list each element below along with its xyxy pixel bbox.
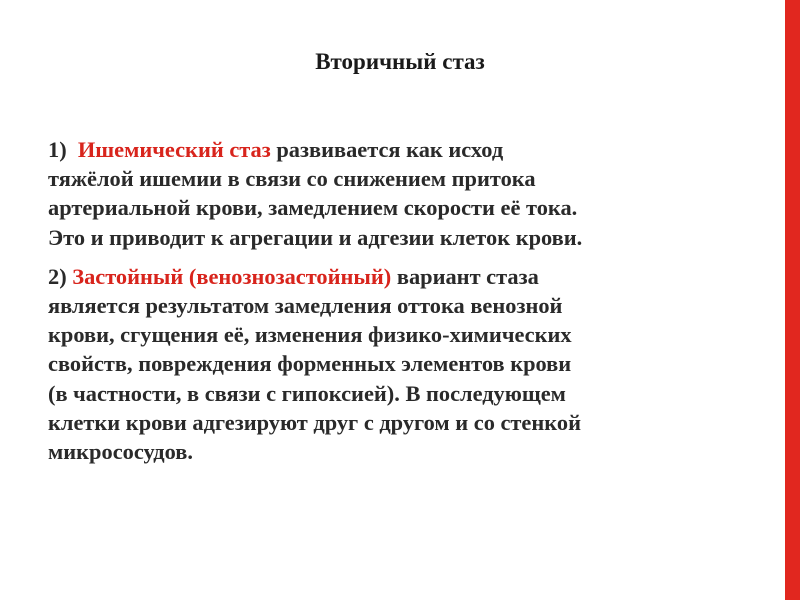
paragraph-2-line-2: является результатом замедления оттока венозной bbox=[48, 293, 563, 319]
paragraph-1-highlight: Ишемический стаз bbox=[77, 137, 271, 162]
paragraph-2-line-6: клетки крови адгезируют друг с другом и со стенкой bbox=[48, 409, 581, 435]
slide-title: Вторичный стаз bbox=[315, 49, 485, 74]
paragraph-2-number: 2) bbox=[48, 263, 67, 289]
paragraph-2-line-3: крови, сгущения её, изменения физико‑химических bbox=[48, 322, 572, 348]
paragraph-1-line-4: Это и приводит к агрегации и адгезии клеток крови. bbox=[48, 224, 583, 250]
paragraph-2 bbox=[48, 262, 748, 466]
paragraph-2-line-5: (в частности, в связи с гипоксией). В последующем bbox=[48, 380, 566, 406]
paragraph-1-number: 1) bbox=[48, 137, 67, 162]
paragraph-2-line-4: свойств, повреждения форменных элементов крови bbox=[48, 351, 572, 377]
paragraph-1-line-2: тяжёлой ишемии в связи со снижением притока bbox=[48, 166, 536, 192]
paragraph-1-line-3: артериальной крови, замедлением скорости её тока. bbox=[48, 195, 578, 221]
paragraph-2-line-7: микрососудов. bbox=[48, 439, 193, 465]
paragraph-1-line-1-rest: развивается как исход bbox=[270, 137, 504, 162]
paragraph-1 bbox=[48, 135, 748, 252]
paragraph-2-highlight: Застойный (венознозастойный) bbox=[72, 263, 392, 289]
paragraph-2-line-1-rest: вариант стаза bbox=[391, 263, 539, 289]
slide-body bbox=[48, 135, 748, 476]
accent-bar bbox=[785, 0, 800, 600]
